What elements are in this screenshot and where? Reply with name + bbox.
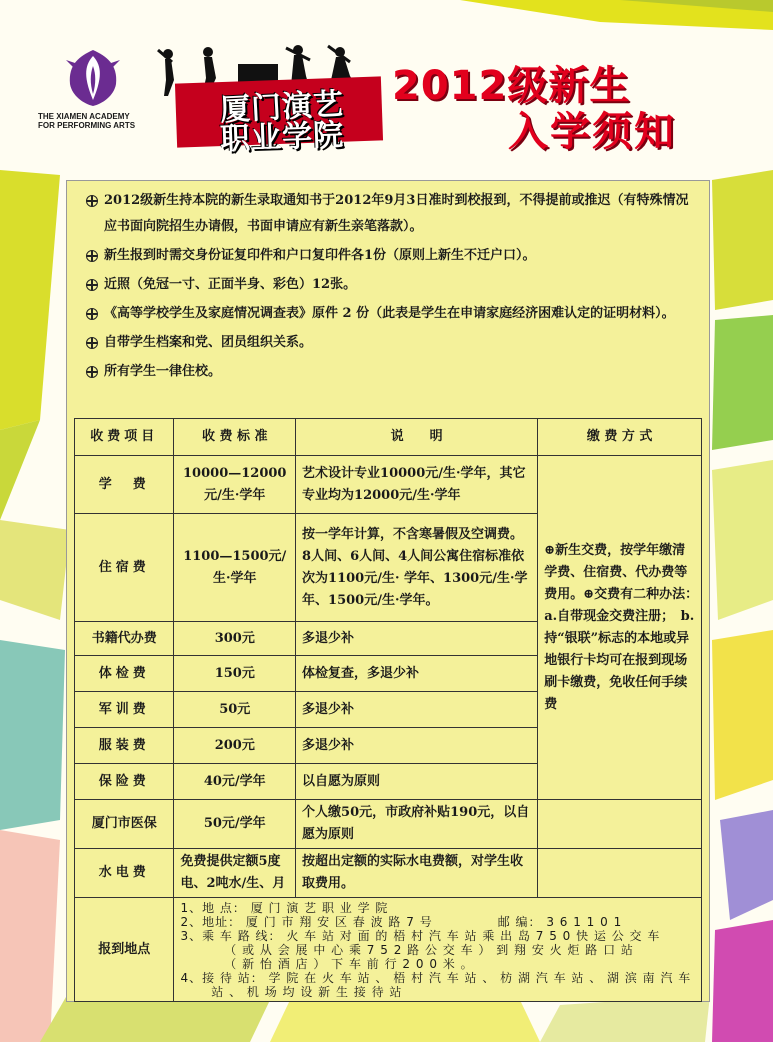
header-standard: 收 费 标 准 bbox=[174, 419, 296, 456]
fee-note: 体检复查，多退少补 bbox=[296, 656, 538, 692]
header-note: 说 明 bbox=[296, 419, 538, 456]
logo-line-1: THE XIAMEN ACADEMY bbox=[38, 112, 130, 121]
report-line: （ 或 从 会 展 中 心 乘 7 5 2 路 公 交 车 ） 到 翔 安 火 炬 路 口 站 bbox=[180, 942, 634, 957]
fee-item: 厦门市医保 bbox=[75, 800, 174, 849]
fee-table bbox=[74, 418, 705, 1002]
note-item bbox=[86, 330, 701, 356]
note-text: 自带学生档案和党、团员组织关系。 bbox=[104, 335, 313, 350]
fee-item: 服装费 bbox=[75, 728, 174, 764]
brand-name-line-1: 厦门演艺 bbox=[219, 86, 346, 129]
note-text: 近照（免冠一寸、正面半身、彩色）12张。 bbox=[104, 277, 357, 292]
logo-line-2: FOR PERFORMING ARTS bbox=[38, 121, 136, 130]
fee-standard: 150元 bbox=[174, 656, 296, 692]
fee-note: 个人缴50元，市政府补贴190元，以自愿为原则 bbox=[296, 800, 538, 849]
report-line: （ 新 怡 酒 店 ） 下 车 前 行 2 0 0 米 。 bbox=[180, 956, 474, 971]
academy-logo-text bbox=[38, 112, 158, 130]
fee-note: 多退少补 bbox=[296, 728, 538, 764]
circle-plus-icon bbox=[86, 337, 98, 349]
table-row bbox=[75, 456, 702, 514]
notes-list bbox=[86, 188, 701, 388]
fee-standard: 200元 bbox=[174, 728, 296, 764]
report-line: 1、地 点： 厦 门 演 艺 职 业 学 院 bbox=[180, 900, 389, 915]
fee-note: 按超出定额的实际水电费额，对学生收取费用。 bbox=[296, 849, 538, 898]
table-row bbox=[75, 849, 702, 898]
page-title-line-2: 入学须知 bbox=[508, 109, 676, 155]
circle-plus-icon bbox=[86, 366, 98, 378]
report-row bbox=[75, 898, 702, 1002]
fee-item: 体检费 bbox=[75, 656, 174, 692]
fee-item: 学 费 bbox=[75, 456, 174, 514]
fee-note: 艺术设计专业10000元/生·学年，其它专业均为12000元/生·学年 bbox=[296, 456, 538, 514]
report-location-label: 报到地点 bbox=[75, 898, 174, 1002]
fee-note: 以自愿为原则 bbox=[296, 764, 538, 800]
header-item: 收费项目 bbox=[75, 419, 174, 456]
note-item bbox=[86, 188, 701, 240]
circle-plus-icon bbox=[86, 308, 98, 320]
fee-note: 多退少补 bbox=[296, 622, 538, 656]
note-item bbox=[86, 301, 701, 327]
fee-standard: 50元/学年 bbox=[174, 800, 296, 849]
fee-item: 军训费 bbox=[75, 692, 174, 728]
page-title-line-1: 2012级新生 bbox=[392, 63, 631, 109]
table-row bbox=[75, 800, 702, 849]
table-header-row bbox=[75, 419, 702, 456]
note-text: 《高等学校学生及家庭情况调查表》原件 2 份（此表是学生在申请家庭经济困难认定的证明材料）。 bbox=[104, 306, 675, 321]
brand-name-line-2: 职业学院 bbox=[219, 117, 345, 158]
note-item bbox=[86, 359, 701, 385]
report-line: 2、地址： 厦 门 市 翔 安 区 春 波 路 7 号 邮 编： 3 6 1 1 0 1 bbox=[180, 914, 623, 929]
note-item bbox=[86, 272, 701, 298]
report-line: 4、接 待 站： 学 院 在 火 车 站 、 梧 村 汽 车 站 、 枋 湖 汽 车 站 、 湖 滨 南 汽 车 bbox=[180, 970, 692, 985]
header-payment: 缴 费 方 式 bbox=[538, 419, 702, 456]
payment-empty-cell bbox=[538, 800, 702, 849]
note-item bbox=[86, 243, 701, 269]
payment-method: ⊕新生交费，按学年缴清学费、住宿费、代办费等费用。⊕交费有二种办法： a.自带现金交费注册； b.持“银联”标志的本地或异地银行卡均可在报到现场刷卡缴费，免收任何手续费 bbox=[538, 456, 702, 800]
fee-item: 书籍代办费 bbox=[75, 622, 174, 656]
fee-note: 多退少补 bbox=[296, 692, 538, 728]
academy-logo-emblem bbox=[60, 44, 126, 110]
report-line: 3、乘 车 路 线： 火 车 站 对 面 的 梧 村 汽 车 站 乘 出 岛 7 5 0 快 运 公 交 车 bbox=[180, 928, 661, 943]
note-text: 所有学生一律住校。 bbox=[104, 364, 222, 379]
note-text: 2012级新生持本院的新生录取通知书于2012年9月3日准时到校报到，不得提前或推迟（有特殊情况应书面向院招生办请假，书面申请应有新生亲笔落款）。 bbox=[104, 193, 689, 234]
fee-standard: 40元/学年 bbox=[174, 764, 296, 800]
fee-item: 住宿费 bbox=[75, 514, 174, 622]
fee-standard: 300元 bbox=[174, 622, 296, 656]
report-line: 站 、 机 场 均 设 新 生 接 待 站 bbox=[180, 984, 403, 999]
report-location-details bbox=[174, 898, 702, 1002]
payment-empty-cell bbox=[538, 849, 702, 898]
fee-item: 水电费 bbox=[75, 849, 174, 898]
circle-plus-icon bbox=[86, 250, 98, 262]
fee-item: 保险费 bbox=[75, 764, 174, 800]
fee-standard: 50元 bbox=[174, 692, 296, 728]
fee-note: 按一学年计算，不含寒暑假及空调费。8人间、6人间、4人间公寓住宿标准依次为1100元/生· 学年、1300元/生·学年、1500元/生·学年。 bbox=[296, 514, 538, 622]
fee-standard: 免费提供定额5度电、2吨水/生、月 bbox=[174, 849, 296, 898]
fee-standard: 1100—1500元/生·学年 bbox=[174, 514, 296, 622]
circle-plus-icon bbox=[86, 195, 98, 207]
fee-standard: 10000—12000元/生·学年 bbox=[174, 456, 296, 514]
circle-plus-icon bbox=[86, 279, 98, 291]
note-text: 新生报到时需交身份证复印件和户口复印件各1份（原则上新生不迁户口）。 bbox=[104, 248, 536, 263]
